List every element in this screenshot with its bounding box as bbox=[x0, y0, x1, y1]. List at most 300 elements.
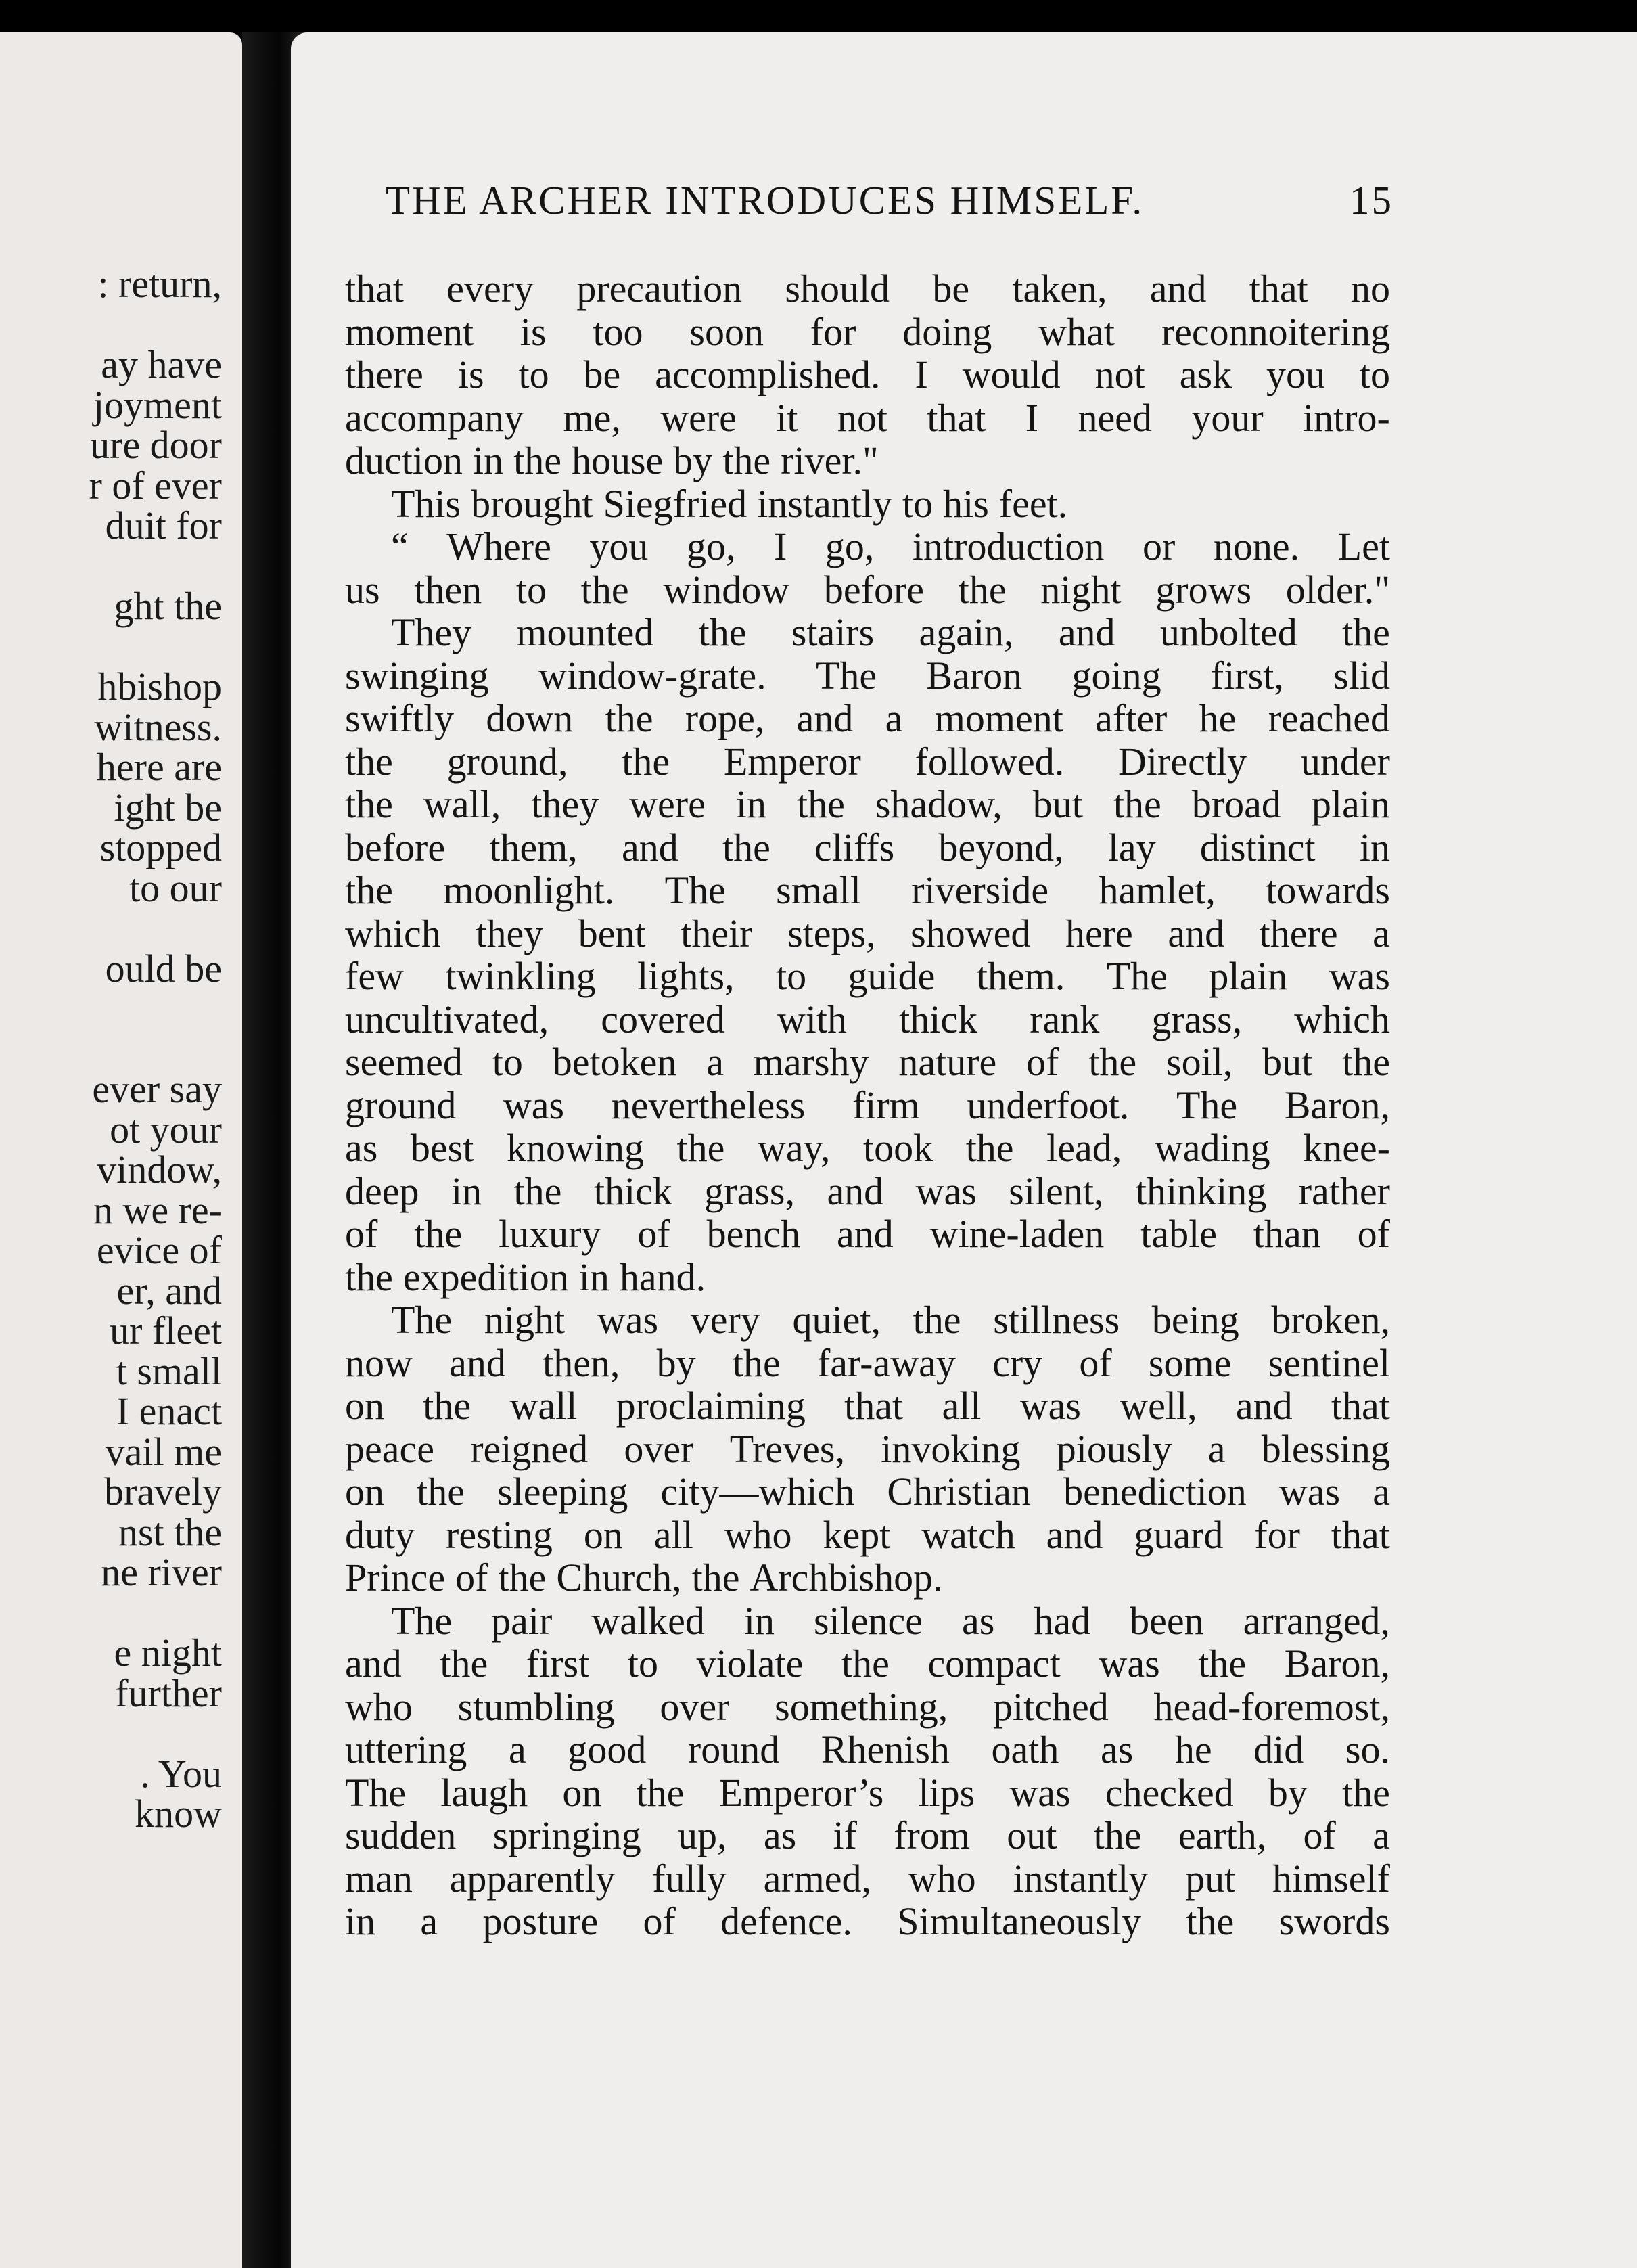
word: The bbox=[391, 1598, 453, 1643]
word: nevertheless bbox=[611, 1083, 806, 1127]
word: instantly bbox=[1013, 1856, 1149, 1901]
word: the bbox=[498, 1556, 547, 1600]
word: the bbox=[513, 1169, 562, 1213]
word: laugh bbox=[440, 1770, 528, 1815]
text-line bbox=[345, 439, 1390, 482]
word: were bbox=[629, 782, 706, 826]
left-page-line: ght the bbox=[114, 584, 222, 628]
text-line bbox=[345, 1298, 1390, 1342]
word: Emperor bbox=[723, 739, 861, 784]
text-line bbox=[345, 1170, 1390, 1213]
word: bench bbox=[706, 1212, 801, 1256]
word: thick bbox=[899, 997, 978, 1041]
left-page-line: evice of bbox=[96, 1228, 222, 1272]
word: far-away bbox=[816, 1340, 956, 1385]
word: us bbox=[345, 567, 380, 612]
word: the bbox=[345, 782, 393, 826]
word: wall, bbox=[423, 782, 501, 826]
word: rank bbox=[1030, 997, 1100, 1041]
word: Prince bbox=[345, 1556, 446, 1600]
word: Baron, bbox=[1284, 1083, 1390, 1127]
word: hamlet, bbox=[1099, 868, 1216, 912]
word: invoking bbox=[881, 1426, 1021, 1471]
word: Where bbox=[446, 524, 551, 568]
word: The bbox=[1176, 1083, 1238, 1127]
left-page-line: joyment bbox=[93, 382, 222, 427]
text-line bbox=[345, 568, 1390, 612]
left-page-line: duit for bbox=[105, 503, 222, 547]
word: was bbox=[1099, 1641, 1160, 1685]
word: the bbox=[417, 1470, 465, 1514]
word: Directly bbox=[1118, 739, 1247, 784]
word: in bbox=[735, 782, 766, 826]
text-line bbox=[345, 267, 1390, 311]
word: and bbox=[1058, 610, 1115, 654]
word: should bbox=[785, 267, 890, 311]
word: grass, bbox=[1151, 997, 1243, 1041]
word: in bbox=[345, 1899, 376, 1943]
word: a bbox=[706, 1040, 724, 1084]
word: and bbox=[345, 1641, 402, 1685]
page-number: 15 bbox=[1350, 178, 1393, 223]
word: feet. bbox=[998, 481, 1068, 526]
word: out bbox=[1007, 1813, 1057, 1857]
word: grass, bbox=[704, 1169, 795, 1213]
word: beyond, bbox=[938, 825, 1064, 869]
word: by bbox=[1268, 1770, 1308, 1815]
word: intro- bbox=[1303, 395, 1390, 440]
word: cliffs bbox=[814, 825, 895, 869]
word: in bbox=[451, 1169, 482, 1213]
word: the bbox=[1186, 1899, 1235, 1943]
word: to bbox=[518, 353, 549, 396]
word: was bbox=[1329, 954, 1390, 998]
word: to bbox=[627, 1641, 658, 1685]
left-page-line: ot your bbox=[110, 1107, 222, 1152]
text-line bbox=[345, 1428, 1390, 1471]
word: table bbox=[1140, 1212, 1217, 1256]
word: rather bbox=[1298, 1169, 1390, 1213]
word: that bbox=[1249, 267, 1308, 311]
left-page-line: ne river bbox=[101, 1550, 222, 1594]
word: of bbox=[345, 1212, 378, 1256]
word: a bbox=[1373, 911, 1390, 955]
word: in bbox=[578, 1254, 609, 1299]
word: towards bbox=[1266, 868, 1390, 912]
word: what bbox=[1038, 309, 1115, 354]
text-line bbox=[345, 1514, 1390, 1557]
word: knowing bbox=[506, 1126, 644, 1170]
word: stairs bbox=[791, 610, 875, 654]
word: up, bbox=[678, 1813, 727, 1857]
word: was bbox=[597, 1298, 659, 1342]
word: the bbox=[958, 567, 1007, 612]
word: that bbox=[1331, 1512, 1390, 1557]
word: The bbox=[1106, 954, 1168, 998]
chapter-title: THE ARCHER INTRODUCES HIMSELF. bbox=[386, 178, 1145, 223]
word: then bbox=[414, 567, 482, 612]
left-page-line: e night bbox=[114, 1631, 222, 1675]
word: of bbox=[1303, 1813, 1336, 1857]
word: They bbox=[391, 610, 472, 654]
word: is bbox=[457, 353, 484, 396]
word: hand. bbox=[619, 1254, 706, 1299]
word: a bbox=[508, 1727, 526, 1771]
word: broken, bbox=[1271, 1298, 1390, 1342]
word: window bbox=[663, 567, 790, 612]
word: and bbox=[1168, 911, 1225, 955]
word: first bbox=[526, 1641, 590, 1685]
word: that bbox=[1331, 1384, 1390, 1428]
word: lips bbox=[918, 1770, 975, 1815]
word: precaution bbox=[576, 267, 743, 311]
word: This bbox=[391, 481, 461, 526]
word: who bbox=[345, 1684, 413, 1729]
word: well, bbox=[1120, 1384, 1197, 1428]
word: be bbox=[932, 267, 970, 311]
word: the bbox=[345, 868, 393, 912]
word: violate bbox=[696, 1641, 804, 1685]
word: older." bbox=[1285, 567, 1390, 612]
word: reconnoitering bbox=[1161, 309, 1390, 354]
word: you bbox=[1266, 353, 1325, 396]
word: silence bbox=[813, 1598, 923, 1643]
word: which bbox=[345, 911, 441, 955]
word: as bbox=[763, 1813, 797, 1857]
left-page-line: ay have bbox=[101, 342, 222, 386]
word: accompany bbox=[345, 395, 524, 440]
word: compact bbox=[927, 1641, 1061, 1685]
word: the bbox=[1342, 1770, 1390, 1815]
word: stillness bbox=[993, 1298, 1120, 1342]
word: underfoot. bbox=[967, 1083, 1130, 1127]
word: would bbox=[962, 353, 1061, 396]
word: way, bbox=[758, 1126, 831, 1170]
word: but bbox=[1032, 782, 1083, 826]
text-line bbox=[345, 998, 1390, 1041]
word: blessing bbox=[1261, 1426, 1390, 1471]
text-line bbox=[345, 1900, 1390, 1943]
running-head bbox=[386, 177, 1393, 238]
word: Siegfried bbox=[603, 481, 747, 526]
word: a bbox=[885, 696, 903, 740]
word: but bbox=[1262, 1040, 1313, 1084]
left-page-line: vindow, bbox=[97, 1148, 222, 1192]
word: that bbox=[844, 1384, 904, 1428]
word: on bbox=[345, 1384, 384, 1428]
word: to bbox=[515, 567, 547, 612]
word: the bbox=[1342, 1040, 1390, 1084]
word: of bbox=[1357, 1212, 1390, 1256]
word: moment bbox=[934, 696, 1063, 740]
word: cry bbox=[992, 1340, 1043, 1385]
left-page-line: hbishop bbox=[97, 664, 222, 708]
word: put bbox=[1185, 1856, 1236, 1901]
word: was bbox=[1019, 1384, 1081, 1428]
text-line bbox=[345, 826, 1390, 869]
word: and bbox=[1235, 1384, 1293, 1428]
word: kept bbox=[823, 1512, 891, 1557]
word: in bbox=[743, 1598, 775, 1643]
word: ground bbox=[345, 1083, 457, 1127]
word: moonlight. bbox=[443, 868, 615, 912]
word: arranged, bbox=[1243, 1598, 1390, 1643]
word: I bbox=[773, 524, 787, 568]
word: armed, bbox=[763, 1856, 871, 1901]
text-line bbox=[345, 396, 1390, 440]
word: as bbox=[345, 1126, 378, 1170]
word: duty bbox=[345, 1512, 415, 1557]
word: over bbox=[660, 1684, 730, 1729]
word: and bbox=[1046, 1512, 1103, 1557]
word: of bbox=[1026, 1040, 1059, 1084]
word: Archbishop. bbox=[750, 1556, 943, 1600]
word: being bbox=[1151, 1298, 1239, 1342]
text-line bbox=[345, 1384, 1390, 1428]
word: I bbox=[1025, 395, 1039, 440]
text-line bbox=[345, 525, 1390, 568]
left-page-line: witness. bbox=[94, 704, 222, 749]
word: covered bbox=[601, 997, 725, 1041]
word: Emperor’s bbox=[718, 1770, 884, 1815]
word: piously bbox=[1056, 1426, 1172, 1471]
word: the bbox=[841, 1641, 890, 1685]
word: checked bbox=[1105, 1770, 1234, 1815]
word: lights, bbox=[637, 954, 735, 998]
word: if bbox=[833, 1813, 857, 1857]
word: doing bbox=[902, 309, 992, 354]
word: introduction bbox=[912, 524, 1105, 568]
word: not bbox=[1094, 353, 1145, 396]
word: shadow, bbox=[875, 782, 1002, 826]
word: expedition bbox=[402, 1254, 569, 1299]
text-line bbox=[345, 311, 1390, 354]
word: Treves, bbox=[729, 1426, 845, 1471]
word: himself bbox=[1272, 1856, 1390, 1901]
word: accomplished. bbox=[655, 353, 881, 396]
word: mounted bbox=[516, 610, 654, 654]
word: too bbox=[593, 309, 643, 354]
left-page-line: further bbox=[115, 1671, 222, 1715]
word: be bbox=[583, 353, 621, 396]
word: reigned bbox=[470, 1426, 589, 1471]
word: swiftly bbox=[345, 696, 455, 740]
word: the bbox=[1093, 1813, 1142, 1857]
word: were bbox=[660, 395, 737, 440]
word: the bbox=[345, 1254, 393, 1299]
word: a bbox=[420, 1899, 438, 1943]
word: oath bbox=[991, 1727, 1059, 1771]
word: go, bbox=[686, 524, 736, 568]
word: uttering bbox=[345, 1727, 467, 1771]
word: Baron, bbox=[1284, 1641, 1390, 1685]
word: was bbox=[503, 1083, 565, 1127]
left-page-line: know bbox=[135, 1792, 222, 1836]
word: the bbox=[622, 739, 670, 784]
word: window-grate. bbox=[538, 653, 766, 698]
word: sudden bbox=[345, 1813, 457, 1857]
word: soon bbox=[689, 309, 764, 354]
word: none. bbox=[1213, 524, 1300, 568]
word: your bbox=[1191, 395, 1264, 440]
word: of bbox=[1079, 1340, 1112, 1385]
word: they bbox=[476, 911, 544, 955]
left-page-line: ur fleet bbox=[110, 1309, 222, 1353]
text-line bbox=[345, 1342, 1390, 1385]
word: so. bbox=[1345, 1727, 1390, 1771]
word: stumbling bbox=[457, 1684, 615, 1729]
word: now bbox=[345, 1340, 413, 1385]
left-page-line: nst the bbox=[118, 1510, 222, 1554]
word: in bbox=[472, 438, 504, 482]
word: lead, bbox=[1046, 1126, 1122, 1170]
word: had bbox=[1034, 1598, 1091, 1643]
word: ask bbox=[1179, 353, 1232, 396]
word: man bbox=[345, 1856, 413, 1901]
word: the bbox=[440, 1641, 488, 1685]
left-facing-page bbox=[0, 32, 242, 2268]
word: the bbox=[691, 1556, 740, 1600]
word: to bbox=[775, 954, 807, 998]
word: thick bbox=[593, 1169, 672, 1213]
word: the bbox=[423, 1384, 471, 1428]
word: of bbox=[637, 1212, 670, 1256]
word: luxury bbox=[499, 1212, 601, 1256]
word: and bbox=[449, 1340, 506, 1385]
word: you bbox=[589, 524, 649, 568]
word: to bbox=[1359, 353, 1390, 396]
word: river." bbox=[781, 438, 879, 482]
text-line bbox=[345, 1642, 1390, 1685]
word: did bbox=[1253, 1727, 1304, 1771]
word: the bbox=[796, 782, 845, 826]
word: sleeping bbox=[497, 1470, 628, 1514]
word: apparently bbox=[449, 1856, 616, 1901]
word: the bbox=[605, 696, 653, 740]
word: steps, bbox=[787, 911, 876, 955]
text-line bbox=[345, 740, 1390, 784]
word: Baron bbox=[926, 653, 1023, 698]
word: moment bbox=[345, 309, 474, 354]
word: night bbox=[1040, 567, 1122, 612]
word: The bbox=[815, 653, 877, 698]
word: round bbox=[687, 1727, 780, 1771]
word: the bbox=[676, 1126, 725, 1170]
word: from bbox=[894, 1813, 970, 1857]
word: Let bbox=[1337, 524, 1390, 568]
word: go, bbox=[825, 524, 875, 568]
word: before bbox=[823, 567, 925, 612]
word: plain bbox=[1311, 782, 1390, 826]
left-page-line: vail me bbox=[105, 1429, 222, 1474]
left-page-line: ever say bbox=[92, 1067, 222, 1111]
word: good bbox=[568, 1727, 647, 1771]
word: nature bbox=[898, 1040, 997, 1084]
word: swinging bbox=[345, 653, 489, 698]
word: and bbox=[1149, 267, 1207, 311]
word: earth, bbox=[1178, 1813, 1267, 1857]
word: with bbox=[777, 997, 848, 1041]
word: the bbox=[722, 825, 770, 869]
word: seemed bbox=[345, 1040, 463, 1084]
text-line bbox=[345, 1084, 1390, 1127]
word: a bbox=[1373, 1470, 1390, 1514]
word: Simultaneously bbox=[897, 1899, 1142, 1943]
word: the bbox=[1088, 1040, 1137, 1084]
text-line bbox=[345, 1127, 1390, 1170]
word: peace bbox=[345, 1426, 434, 1471]
word: here bbox=[1065, 911, 1133, 955]
word: there bbox=[1259, 911, 1338, 955]
word: then, bbox=[543, 1340, 620, 1385]
word: night bbox=[484, 1298, 566, 1342]
word: who bbox=[908, 1856, 976, 1901]
word: all bbox=[942, 1384, 982, 1428]
word: rope, bbox=[685, 696, 765, 740]
word: grows bbox=[1155, 567, 1252, 612]
word: twinkling bbox=[445, 954, 596, 998]
word: as bbox=[962, 1598, 995, 1643]
text-line bbox=[345, 1814, 1390, 1857]
word: of bbox=[455, 1556, 488, 1600]
left-page-line: r of ever bbox=[89, 463, 222, 507]
word: knee- bbox=[1303, 1126, 1390, 1170]
word: broad bbox=[1191, 782, 1281, 826]
word: was bbox=[915, 1169, 977, 1213]
word: their bbox=[681, 911, 753, 955]
word: silent, bbox=[1009, 1169, 1104, 1213]
word: plain bbox=[1209, 954, 1288, 998]
word: wading bbox=[1154, 1126, 1270, 1170]
word: slid bbox=[1333, 653, 1390, 698]
word: was bbox=[1009, 1770, 1071, 1815]
word: brought bbox=[471, 481, 593, 526]
left-page-line: . You bbox=[140, 1751, 222, 1796]
word: every bbox=[446, 267, 534, 311]
word: in bbox=[1359, 825, 1390, 869]
word: ground, bbox=[446, 739, 568, 784]
word: and bbox=[836, 1212, 894, 1256]
word: need bbox=[1078, 395, 1152, 440]
word: was bbox=[1278, 1470, 1341, 1514]
word: he bbox=[1174, 1727, 1212, 1771]
text-line bbox=[345, 1857, 1390, 1901]
left-page-line: ure door bbox=[90, 423, 222, 467]
word: guard bbox=[1134, 1512, 1224, 1557]
text-line bbox=[345, 1212, 1390, 1256]
word: and bbox=[796, 696, 854, 740]
word: some bbox=[1148, 1340, 1232, 1385]
word: watch bbox=[921, 1512, 1015, 1557]
word: by bbox=[656, 1340, 696, 1385]
word: fully bbox=[652, 1856, 727, 1901]
text-line bbox=[345, 1685, 1390, 1729]
word: that bbox=[345, 267, 404, 311]
word: his bbox=[943, 481, 989, 526]
word: followed. bbox=[915, 739, 1065, 784]
left-page-line: here are bbox=[96, 745, 222, 789]
word: guide bbox=[848, 954, 936, 998]
word: the bbox=[698, 610, 747, 654]
left-page-line: ould be bbox=[105, 946, 222, 991]
word: under bbox=[1300, 739, 1390, 784]
text-line bbox=[345, 1256, 1390, 1299]
text-line bbox=[345, 482, 1390, 526]
word: for bbox=[810, 309, 856, 354]
word: they bbox=[531, 782, 599, 826]
word: the bbox=[913, 1298, 961, 1342]
word: springing bbox=[492, 1813, 641, 1857]
